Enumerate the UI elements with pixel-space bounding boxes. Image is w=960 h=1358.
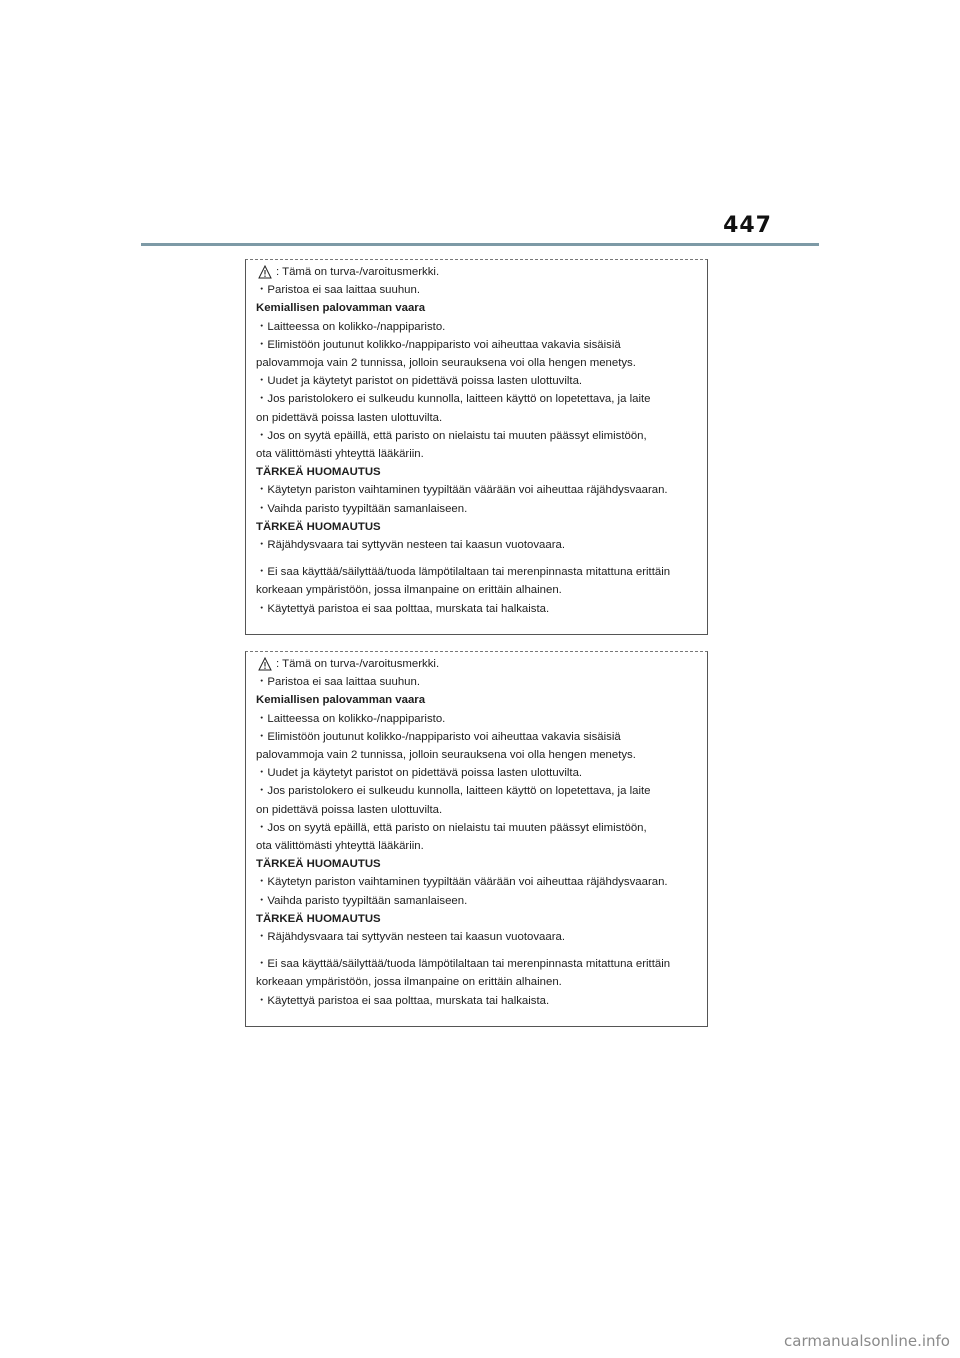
notice-line: ・Ei saa käyttää/säilyttää/tuoda lämpötilaltaan tai merenpinnasta mitattuna erittäin <box>256 566 671 579</box>
page-number: 447 <box>723 213 772 238</box>
warning-symbol-line <box>256 263 707 281</box>
notice-line: ・Elimistöön joutunut kolikko-/nappiparisto voi aiheuttaa vakavia sisäisiä <box>256 730 621 743</box>
warning-triangle-icon <box>258 265 272 279</box>
notice-line: ・Uudet ja käytetyt paristot on pidettävä poissa lasten ulottuvilta. <box>256 767 583 780</box>
notice-line: ・Vaihda paristo tyypiltään samanlaiseen. <box>256 502 468 515</box>
notice-line: ・Jos on syytä epäillä, että paristo on nielaistu tai muuten päässyt elimistöön, <box>256 429 647 442</box>
notice-line: ・Laitteessa on kolikko-/nappiparisto. <box>256 712 446 725</box>
notice-line: ota välittömästi yhteyttä lääkäriin. <box>256 448 424 461</box>
battery-warning-notice-1 <box>245 259 708 635</box>
notice-line: ・Elimistöön joutunut kolikko-/nappiparisto voi aiheuttaa vakavia sisäisiä <box>256 338 621 351</box>
notice-line: ・Jos paristolokero ei sulkeudu kunnolla, laitteen käyttö on lopetettava, ja laite <box>256 785 651 798</box>
warning-symbol-text: : Tämä on turva-/varoitusmerkki. <box>276 658 440 670</box>
notice-line: palovammoja vain 2 tunnissa, jolloin seurauksena voi olla hengen menetys. <box>256 357 636 370</box>
notice-line: korkeaan ympäristöön, jossa ilmanpaine on erittäin alhainen. <box>256 976 562 989</box>
battery-warning-notice-2 <box>245 651 708 1027</box>
notice-line: ・Räjähdysvaara tai syttyvän nesteen tai kaasun vuotovaara. <box>256 931 565 944</box>
notice-line: korkeaan ympäristöön, jossa ilmanpaine on erittäin alhainen. <box>256 584 562 597</box>
notice-line: ・Jos on syytä epäillä, että paristo on nielaistu tai muuten päässyt elimistöön, <box>256 821 647 834</box>
notice-line: ・Paristoa ei saa laittaa suuhun. <box>256 284 420 297</box>
warning-symbol-text: : Tämä on turva-/varoitusmerkki. <box>276 266 440 278</box>
section-heading: Kemiallisen palovamman vaara <box>256 302 426 315</box>
notice-line: on pidettävä poissa lasten ulottuvilta. <box>256 411 443 424</box>
warning-symbol-line <box>256 655 707 673</box>
spacer <box>256 554 707 563</box>
watermark: carmanualsonline.info <box>784 1332 950 1350</box>
notice-line: ・Käytetyn pariston vaihtaminen tyypiltään väärään voi aiheuttaa räjähdysvaaran. <box>256 484 668 497</box>
section-heading: Kemiallisen palovamman vaara <box>256 694 426 707</box>
section-heading: TÄRKEÄ HUOMAUTUS <box>256 466 381 479</box>
section-heading: TÄRKEÄ HUOMAUTUS <box>256 520 381 533</box>
spacer <box>256 946 707 955</box>
notice-line: ・Paristoa ei saa laittaa suuhun. <box>256 676 420 689</box>
section-heading: TÄRKEÄ HUOMAUTUS <box>256 858 381 871</box>
notice-line: ・Uudet ja käytetyt paristot on pidettävä poissa lasten ulottuvilta. <box>256 375 583 388</box>
notice-line: on pidettävä poissa lasten ulottuvilta. <box>256 803 443 816</box>
notice-line: ・Käytettyä paristoa ei saa polttaa, murskata tai halkaista. <box>256 602 550 615</box>
section-heading: TÄRKEÄ HUOMAUTUS <box>256 912 381 925</box>
header-rule <box>141 243 819 246</box>
notice-line: ・Käytettyä paristoa ei saa polttaa, murskata tai halkaista. <box>256 994 550 1007</box>
notice-line: ・Käytetyn pariston vaihtaminen tyypiltään väärään voi aiheuttaa räjähdysvaaran. <box>256 876 668 889</box>
notice-line: palovammoja vain 2 tunnissa, jolloin seurauksena voi olla hengen menetys. <box>256 749 636 762</box>
notice-line: ・Jos paristolokero ei sulkeudu kunnolla, laitteen käyttö on lopetettava, ja laite <box>256 393 651 406</box>
warning-triangle-icon <box>258 657 272 671</box>
notice-line: ota välittömästi yhteyttä lääkäriin. <box>256 840 424 853</box>
notice-line: ・Vaihda paristo tyypiltään samanlaiseen. <box>256 894 468 907</box>
notice-line: ・Ei saa käyttää/säilyttää/tuoda lämpötilaltaan tai merenpinnasta mitattuna erittäin <box>256 958 671 971</box>
notice-line: ・Räjähdysvaara tai syttyvän nesteen tai kaasun vuotovaara. <box>256 539 565 552</box>
notice-line: ・Laitteessa on kolikko-/nappiparisto. <box>256 320 446 333</box>
